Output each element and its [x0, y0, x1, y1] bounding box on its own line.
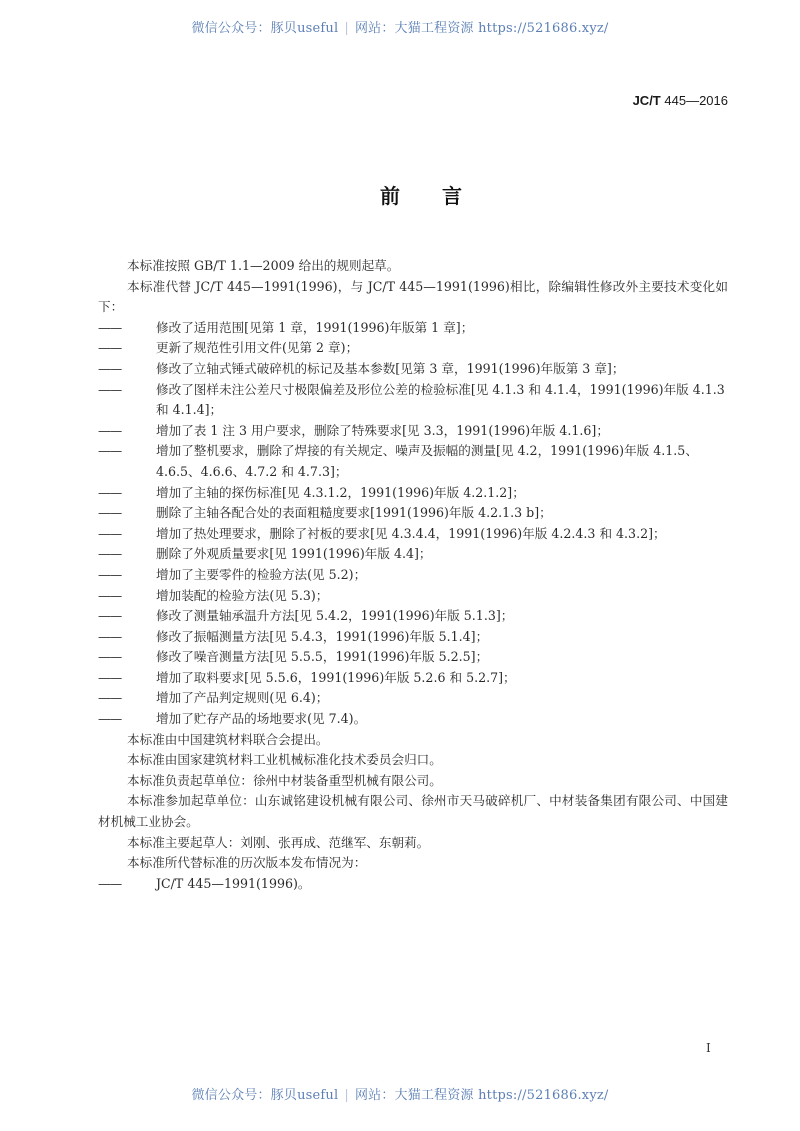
- paragraph-proposed-by: 本标准由中国建筑材料联合会提出。: [127, 731, 329, 747]
- dash-marker: ——: [98, 628, 122, 644]
- list-item: —— 增加了取料要求[见 5.5.6，1991(1996)年版 5.2.6 和 5.2.7]；: [98, 668, 728, 689]
- watermark-top: [0, 17, 800, 36]
- list-item: —— 增加了表 1 注 3 用户要求，删除了特殊要求[见 3.3，1991(1996)年版 4.1.6]；: [98, 421, 728, 442]
- watermark-website: 网站：大猫工程资源 https://521686.xyz/: [354, 21, 609, 36]
- paragraph-main-drafters: 本标准主要起草人：刘刚、张再成、范继军、东朝莉。: [127, 834, 430, 850]
- change-list: [98, 318, 728, 730]
- document-code-prefix: JC/T: [632, 93, 661, 108]
- dash-marker: ——: [98, 649, 122, 665]
- dash-marker: ——: [98, 669, 122, 685]
- dash-marker: ——: [98, 875, 122, 891]
- list-item: —— 增加了产品判定规则(见 6.4)；: [98, 688, 728, 709]
- list-item: —— 修改了测量轴承温升方法[见 5.4.2，1991(1996)年版 5.1.3]；: [98, 606, 728, 627]
- watermark-wechat: 微信公众号：豚贝useful: [191, 21, 339, 36]
- list-item: —— 删除了主轴各配合处的表面粗糙度要求[1991(1996)年版 4.2.1.3 b]；: [98, 503, 728, 524]
- list-item: —— 修改了立轴式锤式破碎机的标记及基本参数[见第 3 章，1991(1996)年版第 3 章]；: [98, 359, 728, 380]
- paragraph-drafting-rules: 本标准按照 GB/T 1.1—2009 给出的规则起草。: [127, 258, 400, 273]
- dash-marker: ——: [98, 381, 122, 397]
- list-item: —— 更新了规范性引用文件(见第 2 章)；: [98, 338, 728, 359]
- list-item: —— 修改了适用范围[见第 1 章，1991(1996)年版第 1 章]；: [98, 318, 728, 339]
- page-number: I: [706, 1041, 711, 1055]
- paragraph-lead-drafter: 本标准负责起草单位：徐州中材装备重型机械有限公司。: [127, 772, 442, 788]
- watermark-separator: |: [344, 1088, 349, 1103]
- paragraph-replacement: 本标准代替 JC/T 445—1991(1996)，与 JC/T 445—1991(1996)相比，除编辑性修改外主要技术变化如下：: [98, 278, 728, 315]
- dash-marker: ——: [98, 587, 122, 603]
- list-item: —— 增加装配的检验方法(见 5.3)；: [98, 586, 728, 607]
- dash-marker: ——: [98, 690, 122, 706]
- dash-marker: ——: [98, 525, 122, 541]
- list-item: —— 增加了热处理要求，删除了衬板的要求[见 4.3.4.4，1991(1996)年版 4.2.4.3 和 4.3.2]；: [98, 524, 728, 545]
- watermark-wechat: 微信公众号：豚贝useful: [191, 1088, 339, 1103]
- dash-marker: ——: [98, 546, 122, 562]
- list-item: —— 修改了振幅测量方法[见 5.4.3，1991(1996)年版 5.1.4]；: [98, 627, 728, 648]
- list-item: —— 修改了图样未注公差尺寸极限偏差及形位公差的检验标准[见 4.1.3 和 4.1.4，1991(1996)年版 4.1.3 和 4.1.4]；: [98, 381, 725, 418]
- dash-marker: ——: [98, 608, 122, 624]
- dash-marker: ——: [98, 340, 122, 356]
- watermark-bottom: [0, 1084, 800, 1103]
- document-code-number: 445—2016: [664, 93, 728, 108]
- dash-marker: ——: [98, 443, 122, 459]
- page-title: 前言: [380, 184, 504, 208]
- dash-marker: ——: [98, 422, 122, 438]
- document-code: [633, 93, 728, 108]
- dash-marker: ——: [98, 484, 122, 500]
- document-body: [98, 256, 728, 894]
- dash-marker: ——: [98, 566, 122, 582]
- paragraph-administered-by: 本标准由国家建筑材料工业机械标准化技术委员会归口。: [127, 752, 442, 768]
- paragraph-history-intro: 本标准所代替标准的历次版本发布情况为：: [127, 855, 367, 871]
- dash-marker: ——: [98, 319, 122, 335]
- history-item: —— JC/T 445—1991(1996)。: [98, 874, 728, 895]
- list-item: —— 增加了主轴的探伤标准[见 4.3.1.2，1991(1996)年版 4.2.1.2]；: [98, 483, 728, 504]
- watermark-website: 网站：大猫工程资源 https://521686.xyz/: [354, 1088, 609, 1103]
- dash-marker: ——: [98, 711, 122, 727]
- dash-marker: ——: [98, 505, 122, 521]
- list-item: —— 增加了整机要求，删除了焊接的有关规定、噪声及振幅的测量[见 4.2，1991(1996)年版 4.1.5、4.6.5、4.6.6、4.7.2 和 4.7.3]；: [98, 443, 698, 479]
- list-item: —— 删除了外观质量要求[见 1991(1996)年版 4.4]；: [98, 544, 728, 565]
- list-item: —— 增加了主要零件的检验方法(见 5.2)；: [98, 565, 728, 586]
- paragraph-participating-drafters: 本标准参加起草单位：山东诚铭建设机械有限公司、徐州市天马破碎机厂、中材装备集团有限公司、中国建材机械工业协会。: [98, 793, 728, 830]
- list-item: —— 修改了噪音测量方法[见 5.5.5，1991(1996)年版 5.2.5]；: [98, 647, 728, 668]
- list-item: —— 增加了贮存产品的场地要求(见 7.4)。: [98, 709, 728, 730]
- watermark-separator: |: [344, 21, 349, 36]
- dash-marker: ——: [98, 360, 122, 376]
